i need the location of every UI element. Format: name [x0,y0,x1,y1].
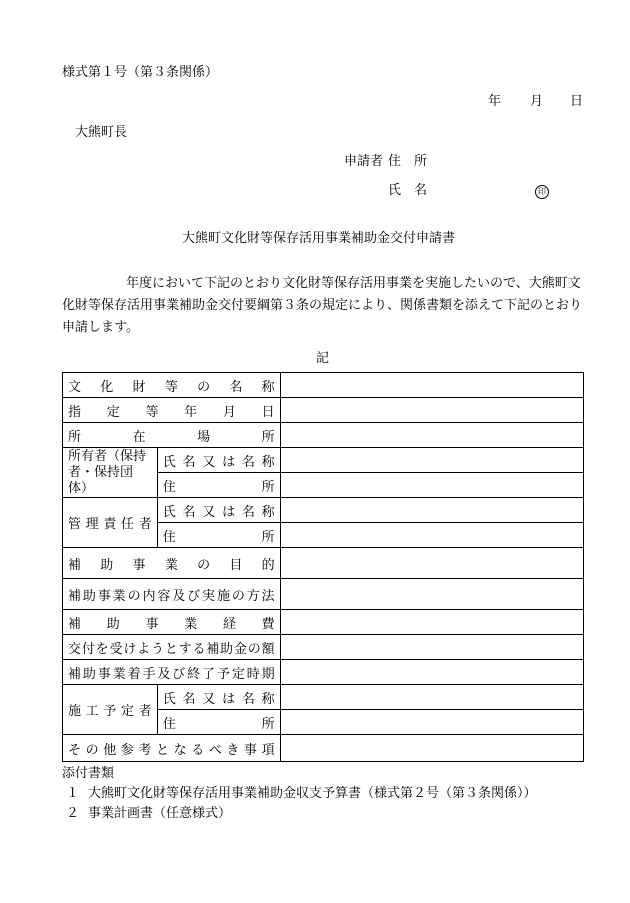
row-label-content-method: 補助事業の内容及び実施の方法 [63,579,281,610]
builder-address-label: 住所 [157,710,280,735]
row-label-schedule: 補助事業着手及び終了予定時期 [63,660,281,685]
attachment-item: 事業計画書（任意様式） [88,806,232,821]
ki-label: 記 [316,351,330,366]
date-month-label: 月 [530,94,544,109]
other-value[interactable] [280,735,583,762]
table-row [63,398,584,423]
table-row [63,548,584,579]
owner-name-value[interactable] [280,448,583,473]
table-row [63,498,584,523]
document-title: 大熊町文化財等保存活用事業補助金交付申請書 [182,231,456,246]
table-row [63,579,584,610]
attachment-item: 大熊町文化財等保存活用事業補助金収支予算書（様式第２号（第３条関係）） [88,786,537,801]
table-row [63,660,584,685]
body-text: 年度において下記のとおり文化財等保存活用事業を実施したいので、大熊町文化財等保存活用事業補助金交付要綱第３条の規定により、関係書類を添えて下記のとおり申請します。 [62,276,583,335]
body-paragraph [62,273,584,339]
row-label-subsidy-amount: 交付を受けようとする補助金の額 [63,635,281,660]
schedule-value[interactable] [280,660,583,685]
table-row [63,685,584,710]
owner-address-value[interactable] [280,473,583,498]
location-value[interactable] [280,423,583,448]
manager-name-value[interactable] [280,498,583,523]
heritage-name-value[interactable] [280,373,583,398]
applicant-name-label: 氏 名 [388,183,428,198]
date-day-label: 日 [570,94,584,109]
row-label-location: 所在場所 [63,423,281,448]
builder-address-value[interactable] [280,710,583,735]
builder-name-value[interactable] [280,685,583,710]
applicant-label: 申請者 [344,154,384,169]
addressee: 大熊町長 [75,125,128,140]
row-label-other: その他参考となるべき事項 [63,735,281,762]
manager-group-label: 管理責任者 [63,498,158,548]
attachment-num: ２ [66,806,80,821]
purpose-value[interactable] [280,548,583,579]
applicant-address-label: 住 所 [388,154,428,169]
cost-value[interactable] [280,610,583,635]
row-label-designation-date: 指定等年月日 [63,398,281,423]
content-method-value[interactable] [280,579,583,610]
table-row [63,735,584,762]
row-label-cost: 補助事業経費 [63,610,281,635]
table-row [63,423,584,448]
owner-name-label: 氏名又は名称 [157,448,280,473]
builder-name-label: 氏名又は名称 [157,685,280,710]
owner-group-label: 所有者（保持者・保持団体） [63,448,158,498]
application-table [62,372,584,762]
attachment-num: １ [66,786,80,801]
table-row [63,635,584,660]
manager-address-value[interactable] [280,523,583,548]
seal-icon: 印 [535,185,549,199]
attachments-heading: 添付書類 [62,766,115,781]
manager-name-label: 氏名又は名称 [157,498,280,523]
builder-group-label: 施工予定者 [63,685,158,735]
table-row [63,610,584,635]
designation-date-value[interactable] [280,398,583,423]
owner-address-label: 住所 [157,473,280,498]
form-number: 様式第１号（第３条関係） [62,65,219,80]
row-label-purpose: 補助事業の目的 [63,548,281,579]
date-year-label: 年 [488,94,502,109]
table-row [63,373,584,398]
table-row [63,448,584,473]
subsidy-amount-value[interactable] [280,635,583,660]
seal-mark [535,183,549,199]
manager-address-label: 住所 [157,523,280,548]
row-label-heritage-name: 文化財等の名称 [63,373,281,398]
